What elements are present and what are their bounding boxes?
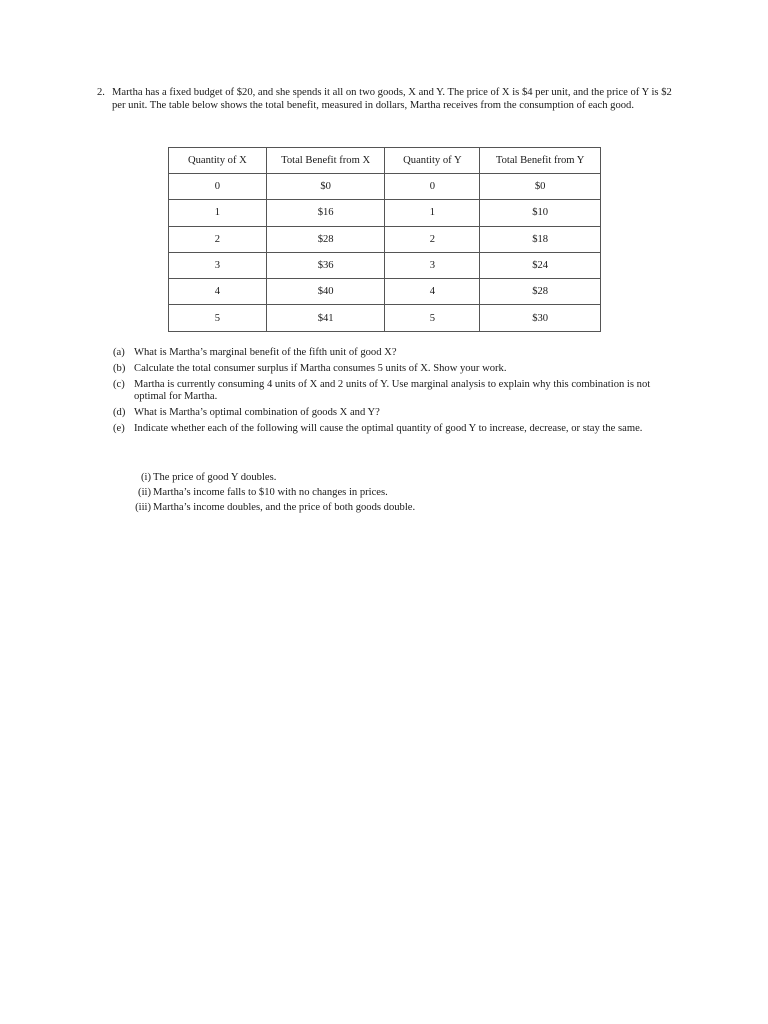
- subpart-label: (i): [141, 472, 151, 483]
- subpart-ii: [132, 485, 632, 500]
- part-c: [113, 379, 673, 402]
- part-label: (e): [113, 422, 125, 434]
- table-row: [169, 305, 601, 331]
- subpart-iii: [132, 500, 632, 515]
- cell-quantity-y: 1: [385, 200, 480, 226]
- question-text: Martha has a fixed budget of $20, and she spends it all on two goods, X and Y. The price of X is $4 per unit, and the price of Y is $2 per unit. The table below shows the total benefit, measured in dollars, Martha receives from the consumption of each good.: [112, 87, 672, 111]
- cell-benefit-y: $24: [480, 252, 601, 278]
- cell-quantity-x: 4: [169, 279, 267, 305]
- cell-benefit-y: $0: [480, 174, 601, 200]
- cell-quantity-y: 2: [385, 226, 480, 252]
- cell-quantity-x: 2: [169, 226, 267, 252]
- part-text: What is Martha’s marginal benefit of the fifth unit of good X?: [134, 347, 397, 358]
- subpart-text: Martha’s income falls to $10 with no changes in prices.: [153, 487, 388, 498]
- cell-benefit-y: $30: [480, 305, 601, 331]
- part-e: [113, 423, 673, 435]
- cell-benefit-x: $16: [266, 200, 385, 226]
- subpart-label: (ii): [138, 487, 151, 498]
- subpart-label: (iii): [135, 502, 151, 513]
- cell-benefit-x: $40: [266, 279, 385, 305]
- cell-quantity-x: 3: [169, 252, 267, 278]
- part-text: Martha is currently consuming 4 units of X and 2 units of Y. Use marginal analysis to explain why this combination is not optimal for Martha.: [134, 379, 651, 402]
- question-parts: [113, 347, 673, 439]
- table-row: [169, 279, 601, 305]
- subpart-text: Martha’s income doubles, and the price of both goods double.: [153, 502, 416, 513]
- cell-quantity-y: 0: [385, 174, 480, 200]
- table-row: [169, 226, 601, 252]
- cell-quantity-x: 5: [169, 305, 267, 331]
- question-2: [97, 87, 677, 112]
- cell-benefit-y: $28: [480, 279, 601, 305]
- cell-quantity-y: 5: [385, 305, 480, 331]
- header-quantity-y: Quantity of Y: [385, 148, 480, 174]
- cell-benefit-x: $36: [266, 252, 385, 278]
- table-row: [169, 174, 601, 200]
- cell-benefit-x: $41: [266, 305, 385, 331]
- cell-quantity-x: 1: [169, 200, 267, 226]
- part-label: (c): [113, 379, 125, 390]
- benefit-table: [168, 147, 601, 332]
- header-quantity-x: Quantity of X: [169, 148, 267, 174]
- part-text: What is Martha’s optimal combination of goods X and Y?: [134, 406, 380, 418]
- part-label: (d): [113, 406, 126, 418]
- header-benefit-x: Total Benefit from X: [266, 148, 385, 174]
- cell-benefit-y: $10: [480, 200, 601, 226]
- cell-quantity-x: 0: [169, 174, 267, 200]
- part-label: (b): [113, 363, 126, 374]
- question-number: 2.: [97, 87, 105, 98]
- table-header-row: [169, 148, 601, 174]
- part-d: [113, 407, 673, 419]
- header-benefit-y: Total Benefit from Y: [480, 148, 601, 174]
- part-text: Calculate the total consumer surplus if Martha consumes 5 units of X. Show your work.: [134, 363, 507, 374]
- cell-benefit-x: $28: [266, 226, 385, 252]
- part-b: [113, 363, 673, 375]
- part-label: (a): [113, 347, 125, 358]
- cell-benefit-x: $0: [266, 174, 385, 200]
- part-a: [113, 347, 673, 359]
- subpart-text: The price of good Y doubles.: [153, 472, 277, 483]
- part-text: Indicate whether each of the following will cause the optimal quantity of good Y to increase, decrease, or stay the same.: [134, 422, 643, 434]
- table-row: [169, 200, 601, 226]
- cell-quantity-y: 3: [385, 252, 480, 278]
- part-e-subparts: [132, 470, 632, 515]
- subpart-i: [132, 470, 632, 485]
- cell-benefit-y: $18: [480, 226, 601, 252]
- cell-quantity-y: 4: [385, 279, 480, 305]
- table-row: [169, 252, 601, 278]
